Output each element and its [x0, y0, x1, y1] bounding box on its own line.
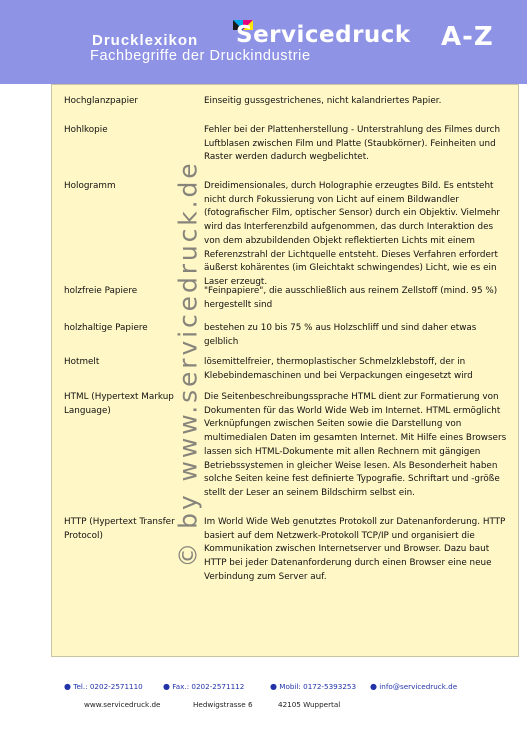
fax-text: Fax.: 0202-2571112	[172, 682, 245, 691]
bullet-icon: ●	[64, 682, 71, 691]
entry-term: holzfreie Papiere	[64, 286, 138, 296]
entry-definition: "Feinpapiere", die ausschließlich aus reinem Zellstoff (mind. 95 %) hergestellt sind	[204, 286, 498, 310]
entry-term: Hologramm	[64, 181, 116, 191]
entry-definition: Im World Wide Web genutztes Protokoll zur Datenanforderung. HTTP basiert auf dem Netzwerk-Protokoll TCP/IP und organisiert die Kommunikation zwischen Internetserver und Browser. Dazu baut HTTP bei jeder Datenanforderung durch einen Browser eine neue Verbindung zum Server auf.	[204, 517, 506, 582]
footer-city: 42105 Wuppertal	[278, 700, 341, 709]
footer-street: Hedwigstrasse 6	[193, 700, 253, 709]
entry-definition: bestehen zu 10 bis 75 % aus Holzschliff und sind daher etwas gelblich	[204, 323, 477, 347]
entry-definition: Fehler bei der Plattenherstellung - Unterstrahlung des Filmes durch Luftblasen zwischen Film und Platte (Staubkörner). Feinheiten und Raster werden dadurch wegbelichtet.	[204, 125, 501, 163]
bullet-icon: ●	[370, 682, 377, 691]
brand-name: Servicedruck	[236, 22, 411, 48]
entry-term: HTTP (Hypertext Transfer Protocol)	[64, 517, 175, 541]
entry-definition: Dreidimensionales, durch Holographie erzeugtes Bild. Es entsteht nicht durch Fokussierung von Licht auf einem Bildwandler (fotografischer Film, optischer Sensor) durch ein Objektiv. Vielmehr wird das Interferenzbild aufgenommen, das durch Interaktion des von dem abzubildenden Objekt reflektierten Lichts mit einem Referenzstrahl der Lichtquelle entsteht. Dieses Verfahren erfordert äußerst kohärentes (im Gleichtakt schwingendes) Licht, wie es ein Laser erzeugt.	[204, 181, 501, 287]
mobil-text: Mobil: 0172-5393253	[279, 682, 357, 691]
entry-definition: lösemittelfreier, thermoplastischer Schmelzklebstoff, der in Klebebindemaschinen und bei Verpackungen eingesetzt wird	[204, 357, 473, 381]
entry-term: Hotmelt	[64, 357, 100, 367]
entry-term: Hohlkopie	[64, 125, 108, 135]
entry-term: HTML (Hypertext Markup Language)	[64, 392, 174, 416]
entry-definition: Einseitig gussgestrichenes, nicht kalandriertes Papier.	[204, 96, 442, 106]
entry-term: holzhaltige Papiere	[64, 323, 148, 333]
footer-fax	[163, 682, 244, 691]
header-title: Drucklexikon	[92, 32, 199, 49]
bullet-icon: ●	[270, 682, 277, 691]
bullet-icon: ●	[163, 682, 170, 691]
email-link[interactable]: info@servicedruck.de	[379, 682, 458, 691]
footer-tel	[64, 682, 143, 691]
alphabet-range: A-Z	[441, 22, 494, 52]
footer-email	[370, 682, 457, 691]
entry-term: Hochglanzpapier	[64, 96, 139, 106]
header-subtitle: Fachbegriffe der Druckindustrie	[90, 48, 311, 64]
watermark-text: © by www.servicedruck.de	[173, 160, 203, 568]
footer-web[interactable]: www.servicedruck.de	[84, 700, 161, 709]
footer-mobil	[270, 682, 356, 691]
page-header	[0, 0, 527, 84]
entry-definition: Die Seitenbeschreibungssprache HTML dient zur Formatierung von Dokumenten für das World Wide Web im Internet. HTML ermöglicht Verknüpfungen zwischen Seiten sowie die Darstellung von multimedialen Daten im gesamten Internet. Mit Hilfe eines Browsers lassen sich HTML-Dokumente mit allen Rechnern mit gängigen Betriebssystemen in gleicher Weise lesen. Als Besonderheit haben solche Seiten keine fest definierte Typografie. Schriftart und -größe stellt der Leser an seinem Bildschirm selbst ein.	[204, 392, 507, 498]
tel-text: Tel.: 0202-2571110	[73, 682, 143, 691]
